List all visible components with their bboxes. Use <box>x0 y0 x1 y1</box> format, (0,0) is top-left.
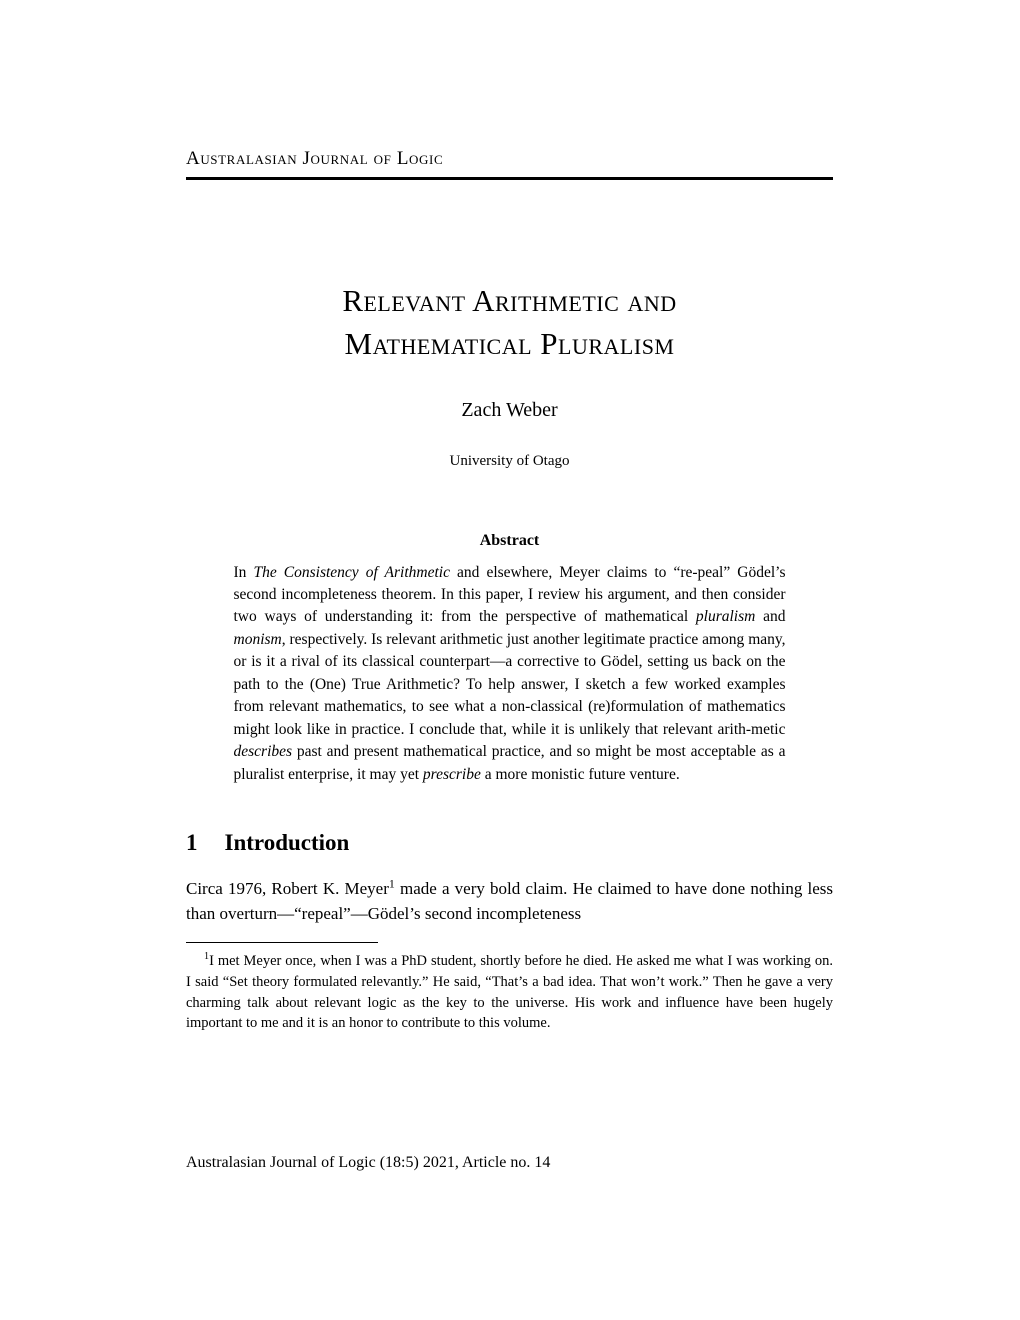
section-1-number: 1 <box>186 830 198 856</box>
page-content <box>186 0 833 1034</box>
author-name: Zach Weber <box>461 398 558 421</box>
footnote-1 <box>186 951 833 1034</box>
paper-title-line1: Relevant Arithmetic and <box>342 283 677 318</box>
header-rule <box>186 177 833 180</box>
abstract-heading: Abstract <box>479 531 540 549</box>
abstract-block <box>234 532 786 787</box>
author-affiliation: University of Otago <box>449 452 570 469</box>
journal-header: Australasian Journal of Logic <box>186 148 444 169</box>
footnote-1-text: $^1$I met Meyer once, when I was a PhD student, shortly before he died. He asked me what I was working on. I said “Set theory formulated relevantly.” He said, “That’s a bad idea. That won’t work.” Then he gave a very charming talk about relevant logic as the key to the universe. His work and influence have been hugely important to me and it is an honor to contribute to this volume. <box>186 951 833 1032</box>
paper-title <box>186 280 833 366</box>
page-footer: Australasian Journal of Logic (18:5) 2021, Article no. 14 <box>186 1154 551 1171</box>
footnote-rule <box>186 942 378 943</box>
section-1-heading <box>186 830 833 856</box>
abstract-text: In The Consistency of Arithmetic and elsewhere, Meyer claims to “re-peal” Gödel’s second incompleteness theorem. In this paper, I review his argument, and then consider two ways of understanding it: from the perspective of mathematical pluralism and monism, respectively. Is relevant arithmetic just another legitimate practice among many, or is it a rival of its classical counterpart—a corrective to Gödel, setting us back on the path to the (One) True Arithmetic? To help answer, I sketch a few worked examples from relevant mathematics, to see what a non-classical (re)formulation of mathematics might look like in practice. I conclude that, while it is unlikely that relevant arith-metic describes past and present mathematical practice, and so might be most acceptable as a pluralist enterprise, it may yet prescribe a more monistic future venture. <box>233 563 786 783</box>
intro-paragraph: Circa 1976, Robert K. Meyer$^1$ made a very bold claim. He claimed to have done nothing less than overturn—“repeal”—Gödel’s second incompleteness <box>186 876 833 923</box>
section-1-title: Introduction <box>224 830 350 856</box>
paper-title-line2: Mathematical Pluralism <box>344 325 675 361</box>
